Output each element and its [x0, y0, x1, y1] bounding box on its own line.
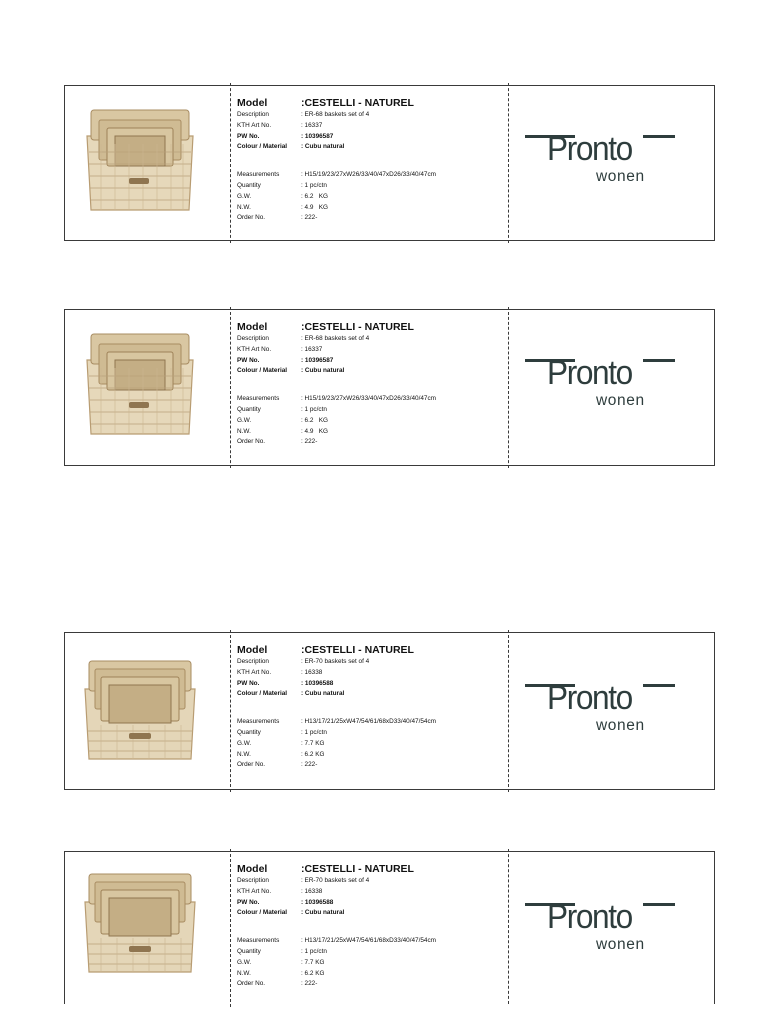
measurements-key: Measurements: [237, 937, 280, 945]
product-label: [64, 309, 715, 466]
pw-no-key: PW No.: [237, 356, 260, 364]
colour-material-value: : Cubu natural: [301, 909, 345, 917]
order-no-value: : 222-: [301, 438, 318, 446]
model-key: Model: [237, 863, 268, 875]
gross-weight-value: : 7.7 KG: [301, 739, 325, 747]
model-value: :CESTELLI - NATUREL: [301, 97, 414, 109]
net-weight-value: : 6.2 KG: [301, 969, 325, 977]
pronto-wonen-logo: [525, 679, 675, 739]
kth-art-key: KTH Art No.: [237, 887, 272, 895]
description-value: : ER-68 baskets set of 4: [301, 335, 370, 342]
gross-weight-value: : 6.2 KG: [301, 416, 328, 424]
description-key: Description: [237, 111, 269, 118]
logo-bar: [643, 359, 675, 362]
quantity-key: Quantity: [237, 181, 261, 189]
kth-art-value: : 16338: [301, 668, 323, 676]
product-info: [237, 97, 509, 224]
product-label: [64, 632, 715, 790]
pronto-wonen-logo: [525, 898, 675, 958]
kth-art-key: KTH Art No.: [237, 345, 272, 353]
measurements-value: : H13/17/21/25xW47/54/61/68xD33/40/47/54cm: [301, 718, 437, 726]
description-value: : ER-70 baskets set of 4: [301, 877, 370, 884]
description-key: Description: [237, 658, 269, 665]
order-no-key: Order No.: [237, 980, 266, 988]
pw-no-key: PW No.: [237, 679, 260, 687]
colour-material-key: Colour / Material: [237, 690, 288, 698]
cut-line: [64, 633, 65, 789]
quantity-value: : 1 pc/ctn: [301, 947, 327, 955]
order-no-key: Order No.: [237, 214, 266, 222]
colour-material-value: : Cubu natural: [301, 367, 345, 375]
gross-weight-key: G.W.: [237, 739, 252, 747]
order-no-key: Order No.: [237, 761, 266, 769]
model-key: Model: [237, 97, 268, 109]
product-label: [64, 85, 715, 241]
cut-line: [64, 86, 65, 240]
model-key: Model: [237, 321, 268, 333]
model-key: Model: [237, 644, 268, 656]
pw-no-key: PW No.: [237, 898, 260, 906]
net-weight-key: N.W.: [237, 427, 251, 435]
quantity-key: Quantity: [237, 405, 261, 413]
order-no-key: Order No.: [237, 438, 266, 446]
gross-weight-key: G.W.: [237, 192, 252, 200]
basket-photo-icon: [81, 872, 199, 984]
colour-material-key: Colour / Material: [237, 909, 288, 917]
net-weight-value: : 6.2 KG: [301, 750, 325, 758]
net-weight-value: : 4.9 KG: [301, 203, 328, 211]
measurements-value: : H15/19/23/27xW26/33/40/47xD26/33/40/47cm: [301, 395, 437, 403]
kth-art-value: : 16337: [301, 121, 323, 129]
cut-line: [64, 852, 65, 1004]
pw-no-value: : 10396587: [301, 132, 334, 140]
column-divider: [230, 849, 231, 1007]
net-weight-value: : 4.9 KG: [301, 427, 328, 435]
colour-material-key: Colour / Material: [237, 143, 288, 151]
cut-line: [64, 310, 65, 465]
measurements-value: : H15/19/23/27xW26/33/40/47xD26/33/40/47cm: [301, 171, 437, 179]
model-value: :CESTELLI - NATUREL: [301, 321, 414, 333]
gross-weight-key: G.W.: [237, 958, 252, 966]
description-key: Description: [237, 877, 269, 884]
quantity-value: : 1 pc/ctn: [301, 728, 327, 736]
column-divider: [230, 307, 231, 468]
pronto-wonen-logo: [525, 130, 675, 190]
logo-subtitle: wonen: [596, 936, 645, 953]
logo-subtitle: wonen: [596, 392, 645, 409]
description-key: Description: [237, 335, 269, 342]
logo-bar: [643, 903, 675, 906]
product-info: [237, 321, 509, 448]
model-value: :CESTELLI - NATUREL: [301, 863, 414, 875]
product-info: [237, 644, 509, 771]
measurements-key: Measurements: [237, 171, 280, 179]
column-divider: [230, 83, 231, 243]
pronto-wonen-logo: [525, 354, 675, 414]
model-value: :CESTELLI - NATUREL: [301, 644, 414, 656]
product-info: [237, 863, 509, 990]
quantity-value: : 1 pc/ctn: [301, 405, 327, 413]
product-label: [64, 851, 715, 1004]
quantity-key: Quantity: [237, 947, 261, 955]
basket-photo-icon: [81, 106, 199, 218]
quantity-key: Quantity: [237, 728, 261, 736]
quantity-value: : 1 pc/ctn: [301, 181, 327, 189]
logo-wordmark: Pronto: [547, 679, 632, 717]
basket-photo-icon: [81, 330, 199, 442]
colour-material-value: : Cubu natural: [301, 143, 345, 151]
logo-wordmark: Pronto: [547, 130, 632, 168]
description-value: : ER-70 baskets set of 4: [301, 658, 370, 665]
net-weight-key: N.W.: [237, 203, 251, 211]
gross-weight-key: G.W.: [237, 416, 252, 424]
measurements-value: : H13/17/21/25xW47/54/61/68xD33/40/47/54cm: [301, 937, 437, 945]
order-no-value: : 222-: [301, 980, 318, 988]
logo-wordmark: Pronto: [547, 354, 632, 392]
column-divider: [230, 630, 231, 792]
logo-bar: [643, 135, 675, 138]
logo-wordmark: Pronto: [547, 898, 632, 936]
kth-art-key: KTH Art No.: [237, 121, 272, 129]
colour-material-value: : Cubu natural: [301, 690, 345, 698]
pw-no-value: : 10396587: [301, 356, 334, 364]
measurements-key: Measurements: [237, 395, 280, 403]
description-value: : ER-68 baskets set of 4: [301, 111, 370, 118]
basket-photo-icon: [81, 659, 199, 771]
kth-art-key: KTH Art No.: [237, 668, 272, 676]
measurements-key: Measurements: [237, 718, 280, 726]
colour-material-key: Colour / Material: [237, 367, 288, 375]
kth-art-value: : 16337: [301, 345, 323, 353]
pw-no-value: : 10396588: [301, 679, 334, 687]
net-weight-key: N.W.: [237, 969, 251, 977]
order-no-value: : 222-: [301, 214, 318, 222]
pw-no-value: : 10396588: [301, 898, 334, 906]
kth-art-value: : 16338: [301, 887, 323, 895]
logo-subtitle: wonen: [596, 717, 645, 734]
logo-bar: [643, 684, 675, 687]
pw-no-key: PW No.: [237, 132, 260, 140]
gross-weight-value: : 7.7 KG: [301, 958, 325, 966]
gross-weight-value: : 6.2 KG: [301, 192, 328, 200]
order-no-value: : 222-: [301, 761, 318, 769]
logo-subtitle: wonen: [596, 168, 645, 185]
net-weight-key: N.W.: [237, 750, 251, 758]
